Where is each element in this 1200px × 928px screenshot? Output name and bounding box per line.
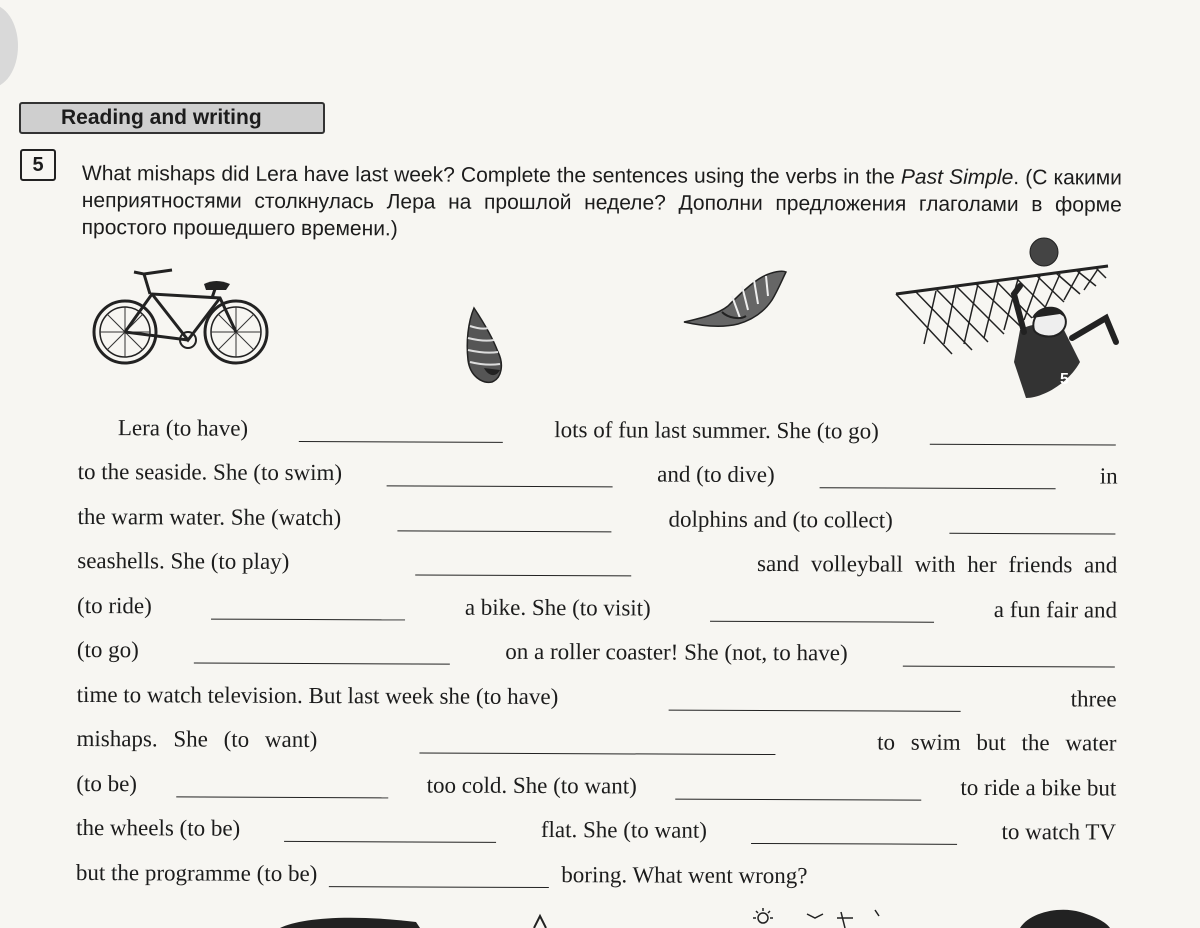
- passage-line: [77, 485, 1117, 534]
- task-number-badge: [20, 149, 56, 181]
- passage-text: to the seaside. She (to swim): [77, 458, 343, 486]
- seashell-icon: [458, 306, 506, 386]
- answer-blank[interactable]: [668, 691, 960, 711]
- answer-blank[interactable]: [211, 600, 405, 620]
- sun-sketch-icon: [745, 904, 895, 928]
- answer-blank[interactable]: [284, 823, 496, 843]
- cropped-illustration-icon: [280, 900, 420, 928]
- passage-text: the warm water. She (watch): [77, 503, 342, 530]
- answer-blank[interactable]: [819, 469, 1055, 489]
- instruction-tense: Past Simple: [900, 165, 1014, 190]
- passage-text: the wheels (to be): [76, 814, 241, 841]
- answer-blank[interactable]: [751, 825, 957, 845]
- passage-text: (to be): [76, 770, 138, 796]
- answer-blank[interactable]: [299, 422, 503, 442]
- answer-blank[interactable]: [387, 467, 613, 487]
- answer-blank[interactable]: [176, 778, 388, 798]
- passage-text: three: [1070, 685, 1117, 712]
- passage-text: dolphins and (to collect): [668, 506, 893, 533]
- page-edge-shadow: [0, 4, 18, 88]
- passage-text: on a roller coaster! She (not, to have): [505, 638, 848, 666]
- section-title: Reading and writing: [61, 106, 262, 129]
- svg-text:5: 5: [1060, 371, 1069, 388]
- cropped-illustration-icon: [530, 912, 560, 928]
- passage-text: sand volleyball with her friends and: [756, 550, 1118, 578]
- section-header: [19, 102, 325, 134]
- passage-line: [77, 618, 1117, 667]
- task-number: 5: [32, 153, 44, 176]
- passage-line: [78, 396, 1118, 445]
- passage-text: a fun fair and: [993, 596, 1118, 623]
- cropped-illustration-icon: [1020, 908, 1110, 928]
- passage-text: but the programme (to be): [75, 859, 318, 886]
- passage-text: Lera (to have): [117, 414, 249, 441]
- passage-text: (to go): [76, 636, 139, 663]
- passage-line: [77, 574, 1117, 623]
- answer-blank[interactable]: [710, 602, 934, 622]
- passage-text: to swim but the water: [877, 729, 1117, 756]
- passage-line: [76, 841, 1116, 890]
- passage-line: [78, 440, 1118, 489]
- bicycle-icon: [92, 262, 274, 374]
- instruction-english: What mishaps did Lera have last week? Complete the sentences using the verbs in the: [81, 161, 901, 189]
- passage-text: a bike. She (to visit): [464, 594, 651, 621]
- answer-blank[interactable]: [419, 734, 775, 755]
- conch-shell-icon: [682, 266, 788, 328]
- answer-blank[interactable]: [398, 512, 612, 532]
- passage-line: [77, 529, 1117, 578]
- passage-text: in: [1099, 463, 1118, 489]
- passage-text: mishaps. She (to want): [76, 725, 318, 753]
- instruction-russian: (С какими неприятностями столкнулась Лера на прошлой неделе? Дополни предложения глаголами в форме простого прошедшего времени.): [81, 166, 1122, 241]
- passage-line: [76, 752, 1116, 801]
- passage-text: time to watch television. But last week she (to have): [76, 681, 559, 709]
- instruction-punct: .: [1013, 166, 1026, 190]
- answer-blank[interactable]: [949, 514, 1115, 534]
- answer-blank[interactable]: [930, 425, 1116, 445]
- answer-blank[interactable]: [329, 868, 549, 888]
- passage-text: seashells. She (to play): [77, 547, 290, 574]
- passage-text: lots of fun last summer. She (to go): [554, 416, 879, 443]
- passage-text: and (to dive): [657, 461, 775, 488]
- passage-line: [77, 663, 1117, 712]
- passage-text: too cold. She (to want): [426, 772, 637, 798]
- passage-text: boring. What went wrong?: [561, 861, 808, 888]
- passage-line: [76, 707, 1116, 756]
- passage-text: flat. She (to want): [540, 817, 707, 843]
- volleyball-player-icon: [892, 234, 1122, 398]
- answer-blank[interactable]: [194, 645, 450, 665]
- fill-in-passage: [76, 396, 1118, 890]
- answer-blank[interactable]: [903, 648, 1115, 668]
- passage-text: to ride a bike but: [960, 774, 1117, 801]
- passage-text: to watch TV: [1001, 819, 1117, 845]
- passage-text: (to ride): [77, 592, 152, 618]
- task-instructions: [82, 160, 1122, 246]
- answer-blank[interactable]: [415, 556, 631, 576]
- answer-blank[interactable]: [676, 780, 922, 800]
- passage-line: [76, 796, 1116, 845]
